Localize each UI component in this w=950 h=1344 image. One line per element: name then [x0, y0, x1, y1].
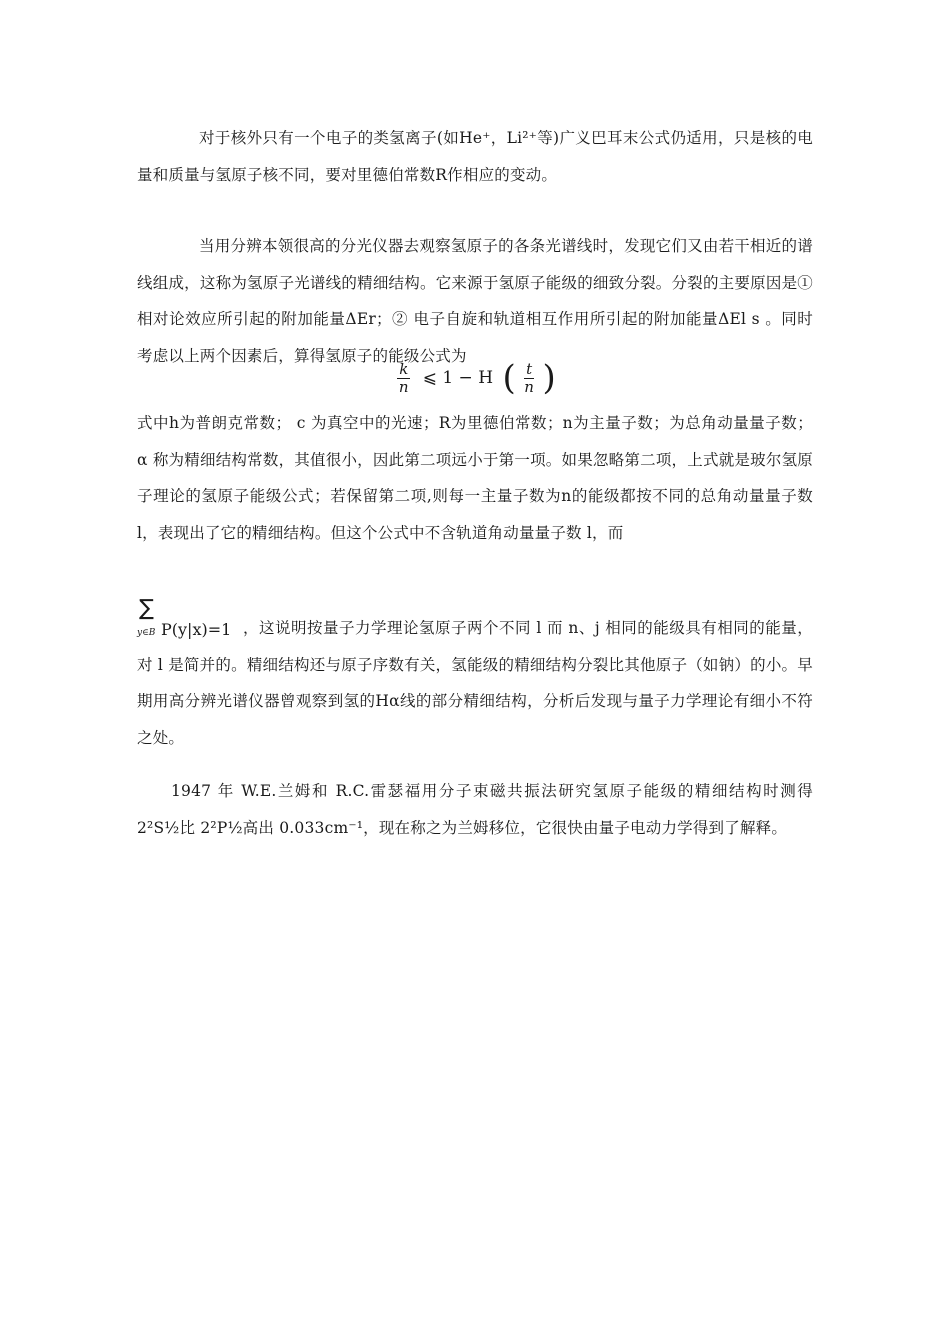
formula-arg-numerator: t — [526, 359, 533, 378]
paragraph-formula-explanation: 式中h为普朗克常数； c 为真空中的光速；R为里德伯常数；n为主量子数；为总角动量量子数； α 称为精细结构常数，其值很小，因此第二项远小于第一项。如果忽略第二项，上式就是玻尔氢原子理论的氢原子能级公式；若保留第二项,则每一主量子数为n的能级都按不同的总角动量量子数 l，表现出了它的精细结构。但这个公式中不含轨道角动量量子数 l，而 — [137, 414, 813, 542]
formula-lhs-denominator: n — [398, 377, 409, 396]
formula-arg-fraction — [524, 361, 534, 396]
energy-level-formula — [0, 358, 950, 398]
sum-body: P(y|x)=1 — [161, 620, 232, 639]
formula-left-paren: ( — [502, 358, 516, 398]
paragraph-fine-structure-intro: 当用分辨本领很高的分光仪器去观察氢原子的各条光谱线时，发现它们又由若干相近的谱线组成，这称为氢原子光谱线的精细结构。它来源于氢原子能级的细致分裂。分裂的主要原因是①相对论效应所引起的附加能量ΔEr；② 电子自旋和轨道相互作用所引起的附加能量ΔEl s 。同时考虑以上两个因素后，算得氢原子的能级公式为 — [137, 237, 813, 365]
formula-lhs-fraction — [397, 361, 410, 396]
formula-relation: ⩽ 1 − H — [422, 368, 494, 388]
formula-right-paren: ) — [542, 358, 556, 398]
sum-subscript: y∈B — [137, 628, 156, 638]
paragraph-lamb-shift: 1947 年 W.E.兰姆和 R.C.雷瑟福用分子束磁共振法研究氢原子能级的精细结构时测得 2²S½比 2²P½高出 0.033cm⁻¹，现在称之为兰姆移位，它很快由量子电动力学得到了解释。 — [137, 782, 813, 837]
sum-symbol: ∑ — [139, 596, 154, 621]
formula-lhs-numerator: k — [399, 359, 409, 378]
formula-arg-denominator: n — [524, 377, 534, 396]
paragraph-degeneracy: ，这说明按量子力学理论氢原子两个不同 l 而 n、j 相同的能级具有相同的能量，对 l 是简并的。精细结构还与原子序数有关，氢能级的精细结构分裂比其他原子（如钠）的小。早期用高分辨光谱仪器曾观察到氢的Hα线的部分精细结构，分析后发现与量子力学理论有细小不符之处。 — [137, 619, 813, 747]
paragraph-hydrogen-like-ions: 对于核外只有一个电子的类氢离子(如He⁺，Li²⁺等)广义巴耳末公式仍适用，只是核的电量和质量与氢原子核不同，要对里德伯常数R作相应的变动。 — [137, 129, 813, 184]
